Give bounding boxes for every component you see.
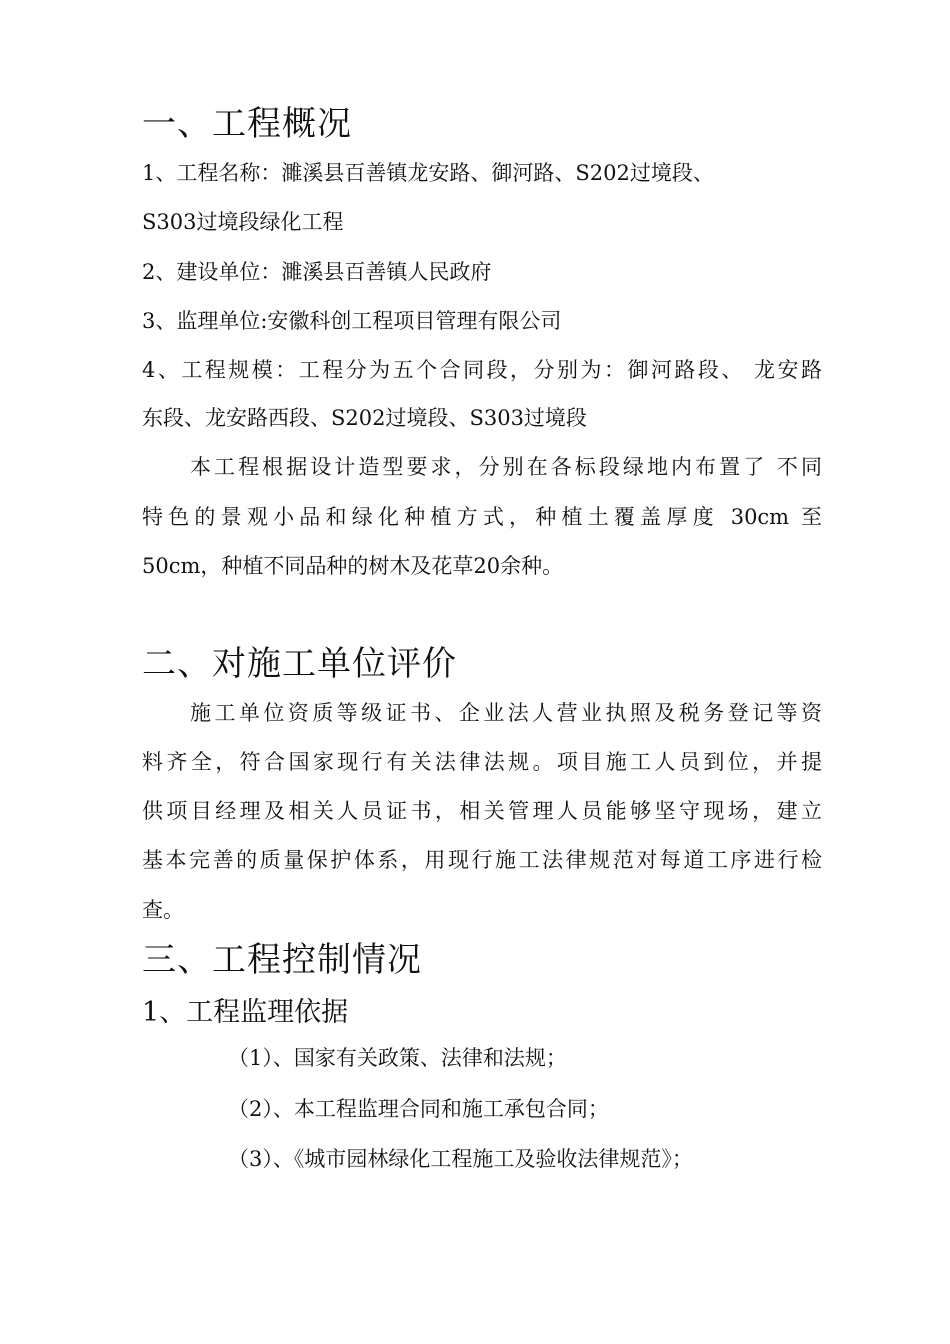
supervisor-line: 3、监理单位:安徽科创工程项目管理有限公司 xyxy=(142,309,562,333)
evaluation-paragraph-line-4: 基本完善的质量保护体系，用现行施工法律规范对每道工序进行检 xyxy=(142,848,822,872)
scale-line: 4、工程规模：工程分为五个合同段，分别为：御河路段、 龙安路 xyxy=(142,358,822,382)
section1-heading: 一、工程概况 xyxy=(142,104,352,144)
project-name-line: 1、工程名称：濉溪县百善镇龙安路、御河路、S202过境段、 xyxy=(142,161,714,185)
evaluation-paragraph-line-1: 施工单位资质等级证书、企业法人营业执照及税务登记等资 xyxy=(190,701,822,725)
basis-item-1: （1）、国家有关政策、法律和法规； xyxy=(228,1046,567,1070)
section3-heading: 三、工程控制情况 xyxy=(142,940,422,980)
project-name-line-cont: S303过境段绿化工程 xyxy=(142,210,344,234)
evaluation-paragraph-line-3: 供项目经理及相关人员证书，相关管理人员能够坚守现场，建立 xyxy=(142,799,822,823)
overview-paragraph-line-1: 本工程根据设计造型要求，分别在各标段绿地内布置了 不同 xyxy=(190,455,822,479)
scale-line-cont: 东段、龙安路西段、S202过境段、S303过境段 xyxy=(142,406,587,430)
builder-line: 2、建设单位：濉溪县百善镇人民政府 xyxy=(142,260,492,284)
overview-paragraph-line-2: 特色的景观小品和绿化种植方式，种植土覆盖厚度 30cm 至 xyxy=(142,505,822,529)
overview-paragraph-line-3: 50cm，种植不同品种的树木及花草20余种。 xyxy=(142,554,564,578)
basis-item-2: （2）、本工程监理合同和施工承包合同； xyxy=(228,1097,609,1121)
section2-heading: 二、对施工单位评价 xyxy=(142,644,457,684)
evaluation-paragraph-line-2: 料齐全，符合国家现行有关法律法规。项目施工人员到位，并提 xyxy=(142,750,822,774)
evaluation-paragraph-line-5: 查。 xyxy=(142,898,184,922)
section3-subheading: 1、工程监理依据 xyxy=(142,997,349,1028)
basis-item-3: （3）、《城市园林绿化工程施工及验收法律规范》； xyxy=(228,1147,693,1171)
